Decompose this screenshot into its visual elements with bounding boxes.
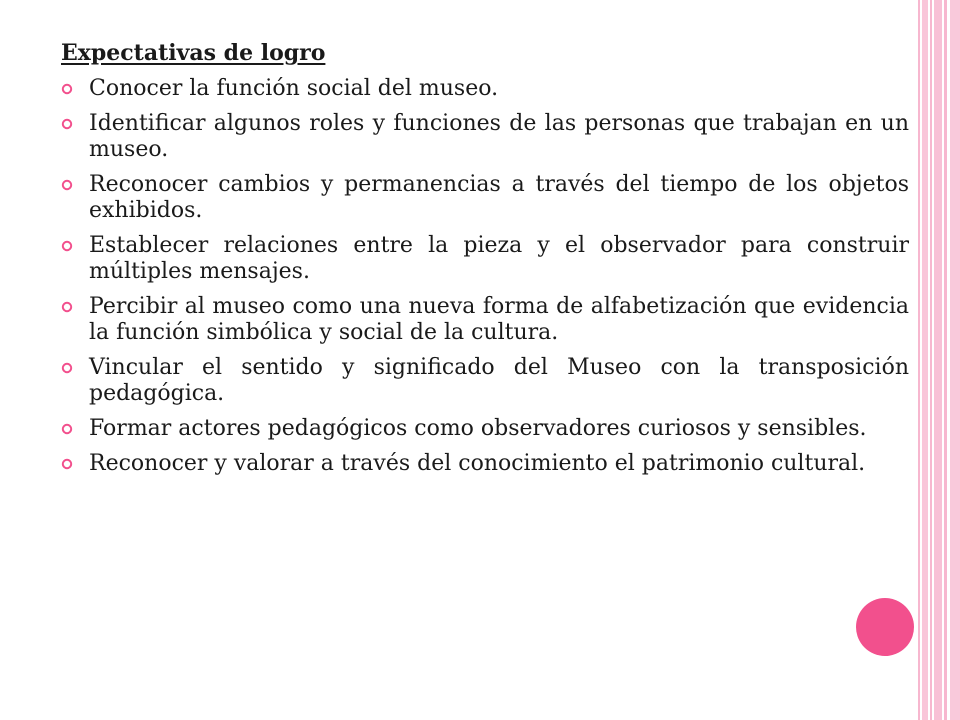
list-item-text: Identificar algunos roles y funciones de las personas que trabajan en un museo. [89,111,909,163]
list-item-text: Vincular el sentido y significado del Museo con la transposición pedagógica. [89,355,909,407]
list-item [61,416,909,442]
hollow-circle-icon [61,301,73,313]
list-item [61,111,909,163]
bullet-list [61,76,909,477]
slide-heading: Expectativas de logro [61,40,326,66]
stripe [918,0,920,720]
hollow-circle-icon [61,458,73,470]
hollow-circle-icon [61,423,73,435]
list-item-text: Establecer relaciones entre la pieza y el observador para construir múltiples mensajes. [89,233,909,285]
list-item [61,233,909,285]
stripe [934,0,942,720]
stripe [950,0,960,720]
hollow-circle-icon [61,118,73,130]
hollow-circle-icon [61,179,73,191]
list-item [61,355,909,407]
list-item-text: Formar actores pedagógicos como observadores curiosos y sensibles. [89,416,867,442]
list-item [61,76,909,102]
list-item-text: Reconocer cambios y permanencias a través del tiempo de los objetos exhibidos. [89,172,909,224]
decorative-pink-circle [856,598,914,656]
list-item [61,172,909,224]
stripe [922,0,928,720]
list-item [61,294,909,346]
list-item [61,451,909,477]
stripe [944,0,947,720]
decorative-stripes [912,0,960,720]
hollow-circle-icon [61,240,73,252]
list-item-text: Percibir al museo como una nueva forma de alfabetización que evidencia la función simbólica y social de la cultura. [89,294,909,346]
stripe [930,0,932,720]
hollow-circle-icon [61,362,73,374]
slide-content [61,40,909,486]
list-item-text: Conocer la función social del museo. [89,76,499,102]
hollow-circle-icon [61,83,73,95]
list-item-text: Reconocer y valorar a través del conocimiento el patrimonio cultural. [89,451,866,477]
